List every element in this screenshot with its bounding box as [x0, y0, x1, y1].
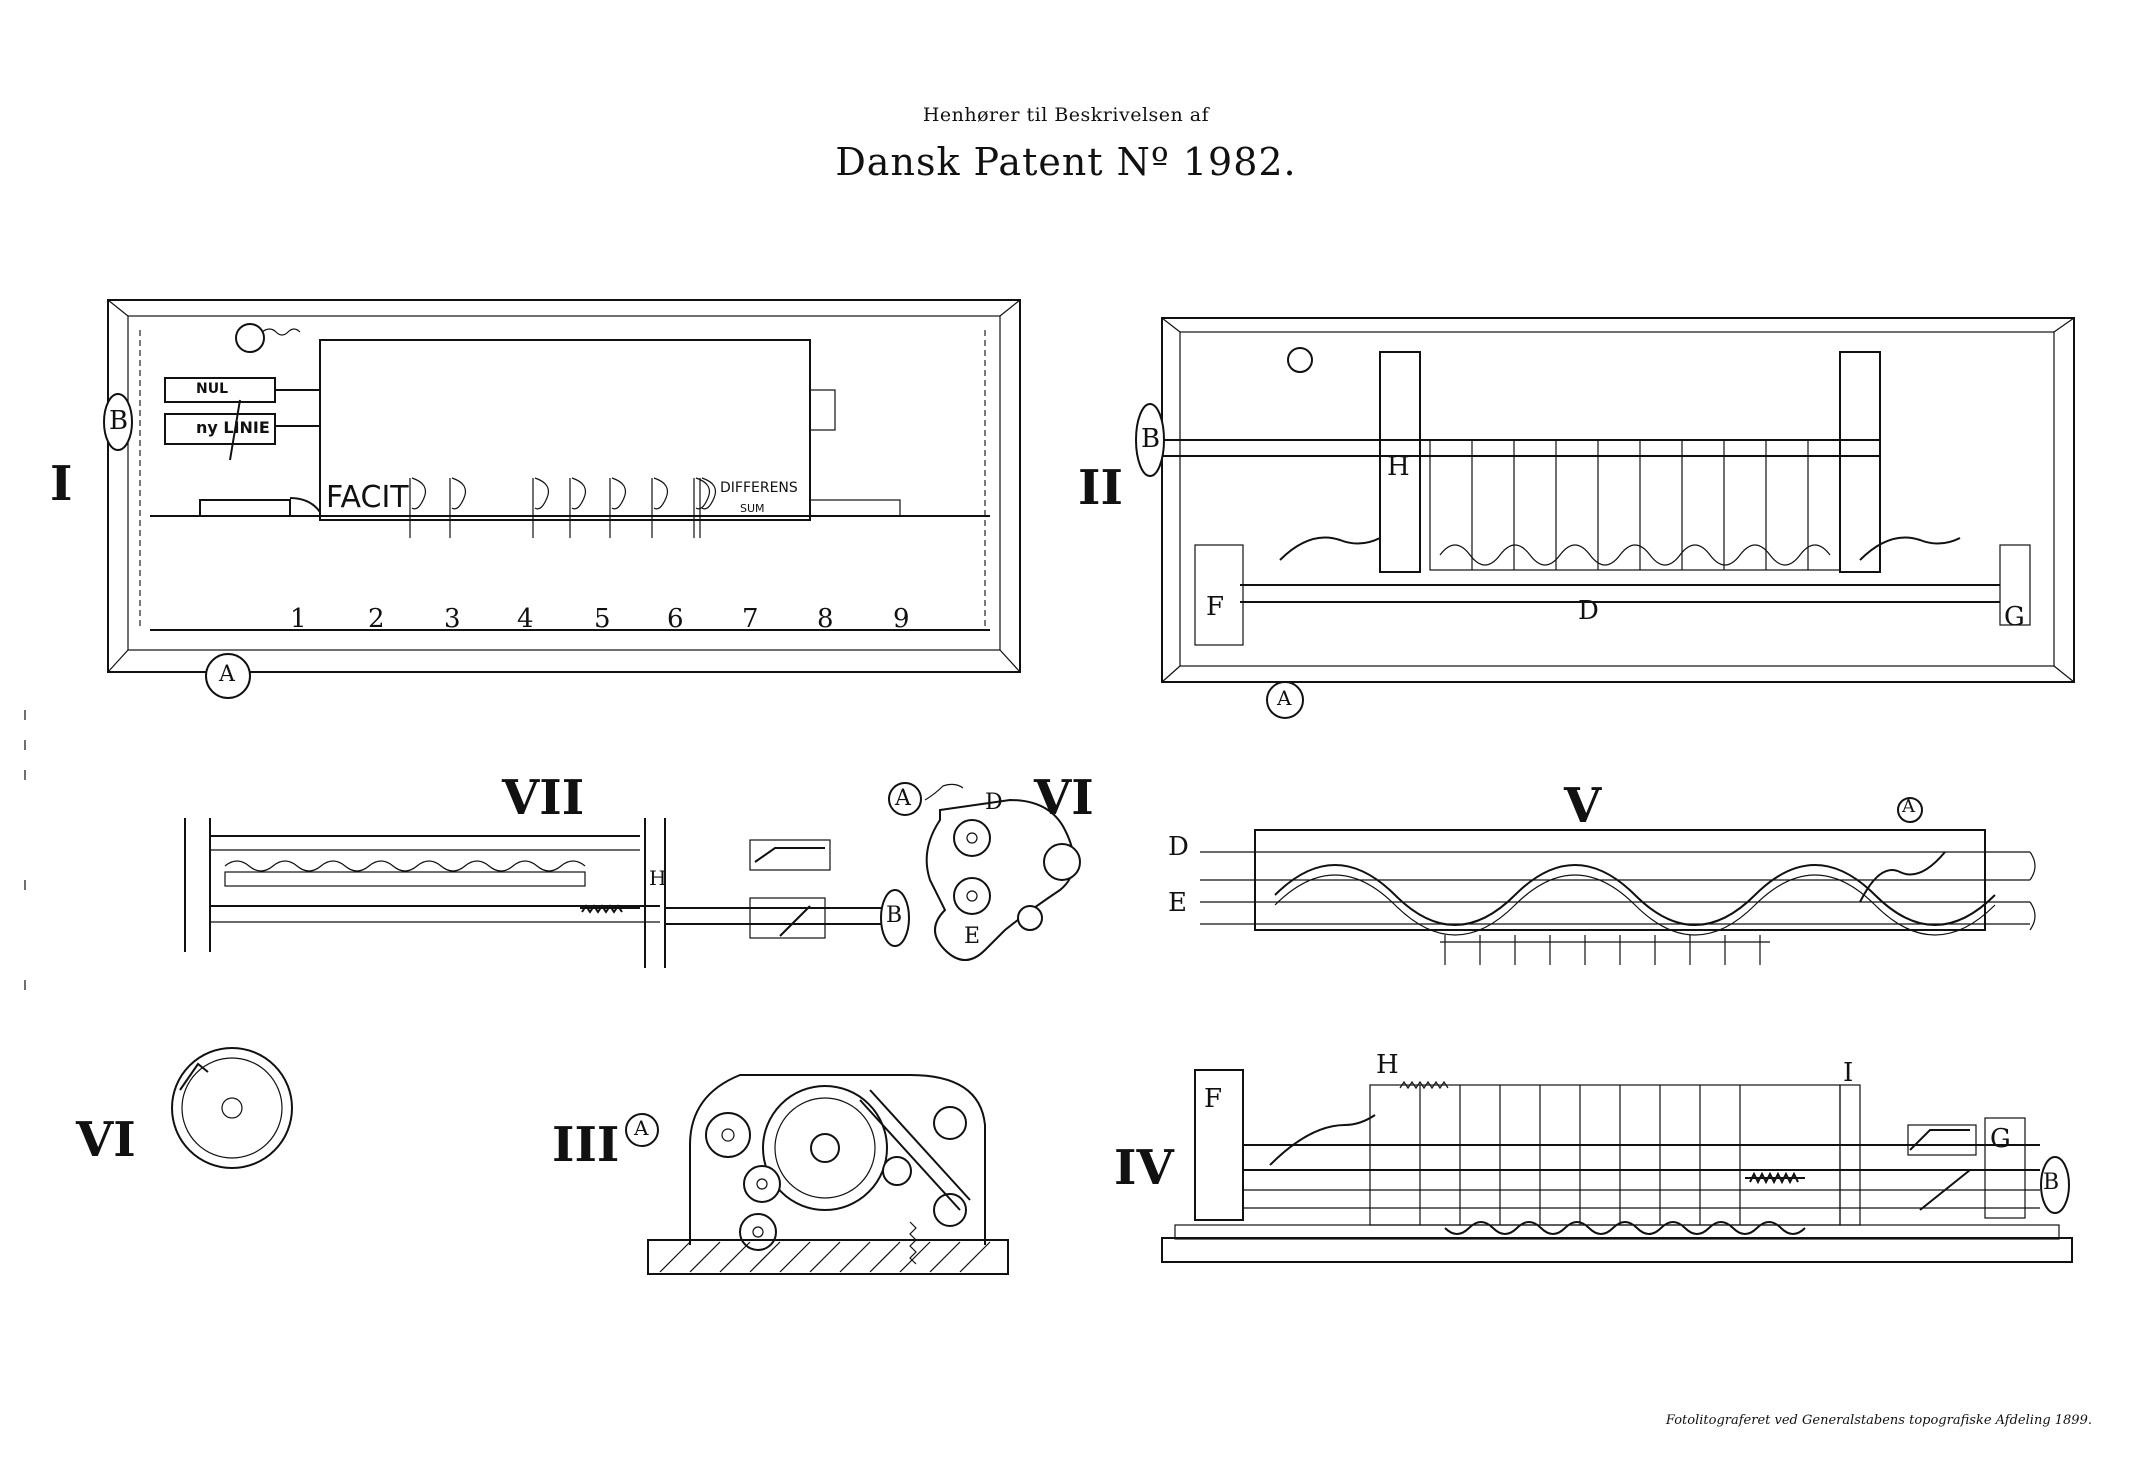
fig2-letter-a: A	[1277, 686, 1292, 710]
fig6-letter-d: D	[985, 790, 1003, 815]
nul-label: NUL	[196, 381, 229, 397]
linie-label: ny LINIE	[196, 418, 270, 437]
fig4-letter-g: G	[1990, 1124, 2011, 1154]
figure-8-drawing	[172, 1048, 292, 1168]
fig4-letter-f: F	[1204, 1084, 1223, 1114]
patent-title: Dansk Patent Nº 1982.	[835, 140, 1297, 184]
fig2-letter-b: B	[1141, 424, 1161, 454]
fig2-letter-f: F	[1206, 592, 1225, 622]
sum-label: SUM	[740, 502, 765, 515]
fig5-letter-a: A	[1902, 796, 1915, 817]
fig2-letter-g: G	[2004, 602, 2025, 632]
figure-4-numeral: IV	[1114, 1140, 1174, 1196]
fig4-letter-b: B	[2043, 1170, 2060, 1195]
fig7-letter-h: H	[649, 866, 667, 890]
key-label-6: 6	[667, 604, 684, 634]
figure-7-numeral: VII	[502, 770, 585, 826]
key-label-5: 5	[594, 604, 611, 634]
fig3-letter-a: A	[634, 1116, 649, 1140]
figure-3-drawing	[626, 1075, 1008, 1274]
fig7-letter-b: B	[886, 903, 903, 928]
figure-5-drawing	[1200, 798, 2035, 965]
key-label-2: 2	[368, 604, 385, 634]
key-label-8: 8	[817, 604, 834, 634]
fig5-letter-e: E	[1168, 888, 1187, 918]
differens-label: DIFFERENS	[720, 480, 798, 496]
key-label-7: 7	[742, 604, 759, 634]
fig2-letter-h: H	[1387, 452, 1410, 482]
figure-8-numeral: VI	[76, 1112, 136, 1168]
figure-2-drawing	[1136, 318, 2074, 718]
figure-4-drawing	[1162, 1070, 2072, 1262]
fig5-letter-d: D	[1168, 832, 1189, 862]
figure-3-numeral: III	[552, 1117, 620, 1173]
fig4-letter-i: I	[1843, 1058, 1854, 1088]
figure-7-drawing	[185, 818, 909, 968]
key-label-9: 9	[893, 604, 910, 634]
figure-5-numeral: V	[1564, 778, 1602, 834]
key-label-4: 4	[517, 604, 534, 634]
lithographer-credit: Fotolitograferet ved Generalstabens topografiske Afdeling 1899.	[1665, 1413, 2092, 1428]
fig1-letter-b: B	[109, 406, 129, 436]
fig1-letter-a: A	[219, 662, 235, 687]
figure-2-numeral: II	[1078, 460, 1123, 516]
fig6-letter-e: E	[964, 924, 981, 949]
fig6-letter-a: A	[895, 786, 911, 811]
figure-6-numeral: VI	[1034, 770, 1094, 826]
key-label-1: 1	[290, 604, 307, 634]
fig4-letter-h: H	[1376, 1050, 1399, 1080]
fig2-letter-d: D	[1578, 596, 1599, 626]
figure-1-drawing	[104, 300, 1020, 698]
key-label-3: 3	[444, 604, 461, 634]
patent-subtitle: Henhører til Beskrivelsen af	[922, 104, 1210, 126]
facit-label: FACIT	[326, 480, 409, 515]
figure-1-numeral: I	[50, 456, 73, 512]
